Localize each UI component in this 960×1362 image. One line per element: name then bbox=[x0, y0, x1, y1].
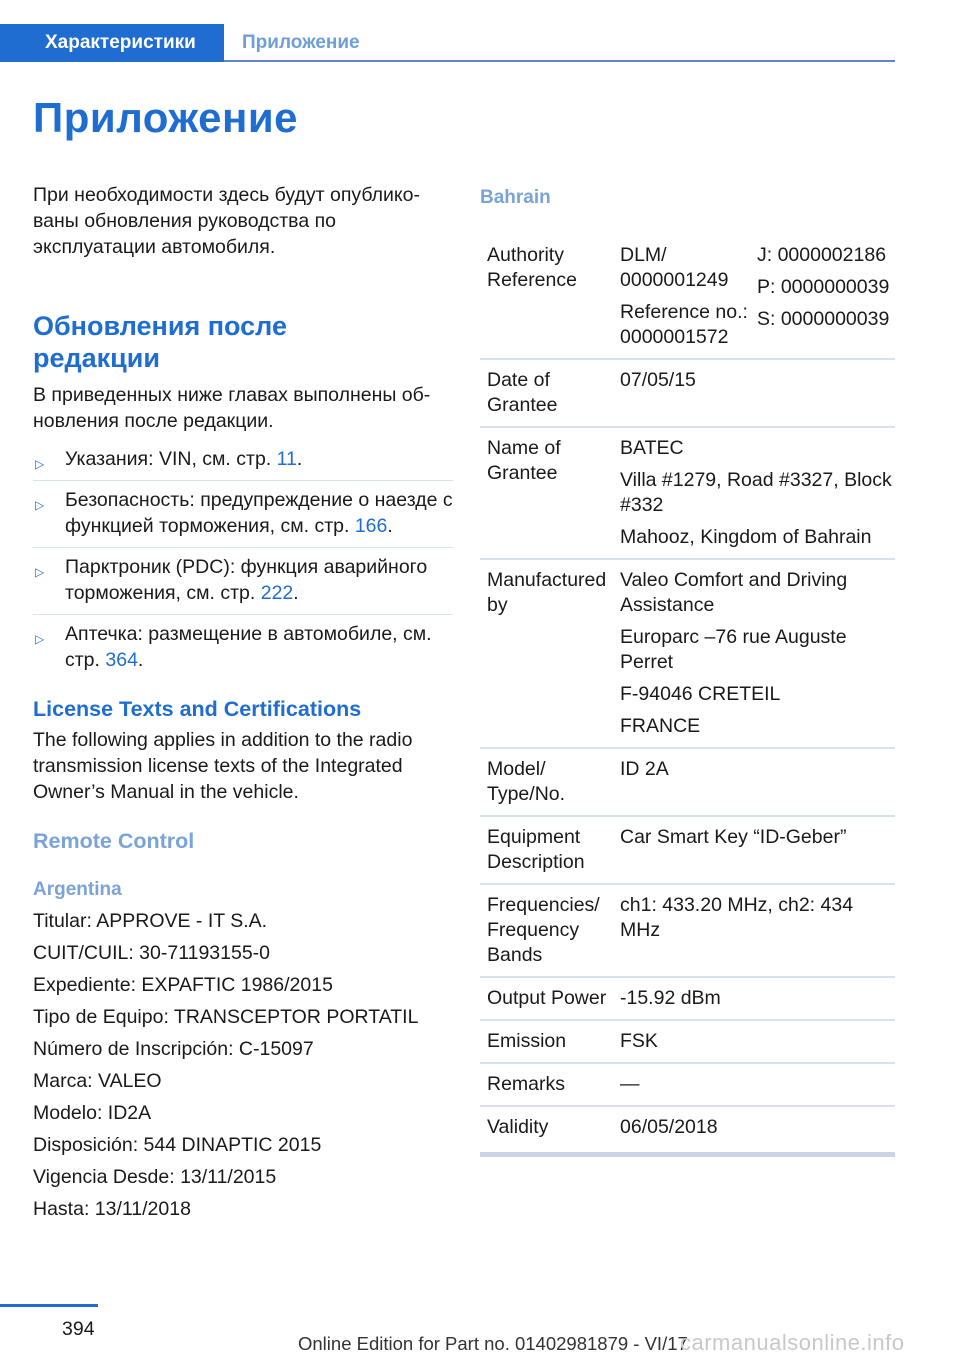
footer-rule bbox=[0, 1304, 98, 1307]
left-column bbox=[33, 182, 453, 1225]
text-line: Vigencia Desde: 13/11/2015 bbox=[33, 1166, 277, 1188]
row-value: ch1: 433.20 MHz, ch2: 434 MHz bbox=[620, 894, 854, 941]
page-link[interactable]: 222 bbox=[260, 582, 294, 604]
updates-text: В приведенных ниже главах выполнены об-новления после редакции. bbox=[33, 384, 431, 432]
table-bottom-rule bbox=[480, 1152, 895, 1157]
watermark: carmanualsonline.info bbox=[680, 1330, 905, 1355]
edition-text: Online Edition for Part no. 01402981879 - VI/17 bbox=[298, 1333, 688, 1354]
text-line: Titular: APPROVE - IT S.A. bbox=[33, 910, 268, 932]
tab-characteristics[interactable]: Характеристики bbox=[0, 24, 224, 62]
row-value: FSK bbox=[620, 1030, 658, 1052]
row-value: Valeo Comfort and Driving Assistance Europarc –76 rue Auguste Perret F‑94046 CRETEIL FRANCE bbox=[620, 569, 848, 737]
page-number: 394 bbox=[62, 1318, 95, 1340]
license-heading: License Texts and Certifications bbox=[33, 697, 362, 721]
list-item: ▷ Аптечка: размещение в автомобиле, см. стр. 364. bbox=[35, 623, 432, 671]
page-link[interactable]: 11 bbox=[276, 448, 297, 470]
page-link[interactable]: 166 bbox=[354, 515, 388, 537]
table-row bbox=[480, 1064, 895, 1107]
row-label: Authority Reference bbox=[487, 244, 577, 291]
text-line: Número de Inscripción: C‑15097 bbox=[33, 1038, 314, 1060]
table-row bbox=[480, 978, 895, 1021]
list-item: ▷ Парктроник (PDC): функция аварийного торможения, см. стр. 222. bbox=[33, 548, 453, 615]
row-label: Name of Grantee bbox=[487, 437, 561, 484]
row-value: BATEC Villa #1279, Road #3327, Block #332 Mahooz, Kingdom of Bahrain bbox=[620, 437, 892, 548]
row-value: 07/05/15 bbox=[620, 369, 696, 391]
text-line: Marca: VALEO bbox=[33, 1070, 162, 1092]
row-value: DLM/ 0000001249 Reference no.: 0000001572 bbox=[620, 244, 748, 348]
table-row bbox=[480, 749, 895, 817]
text-line: Expediente: EXPAFTIC 1986/2015 bbox=[33, 974, 333, 996]
triangle-bullet-icon: ▷ bbox=[35, 565, 45, 579]
table-row bbox=[480, 885, 895, 978]
page-title: Приложение bbox=[33, 94, 299, 141]
table-row bbox=[480, 560, 895, 749]
triangle-bullet-icon: ▷ bbox=[35, 457, 45, 471]
updates-list bbox=[33, 440, 453, 681]
table-row bbox=[480, 360, 895, 428]
bahrain-heading: Bahrain bbox=[480, 187, 551, 208]
row-value: ID 2A bbox=[620, 758, 669, 780]
row-value: Car Smart Key “ID-Geber” bbox=[620, 826, 847, 848]
bahrain-table bbox=[480, 235, 895, 1157]
row-label: Output Power bbox=[487, 987, 607, 1009]
updates-heading: Обновления после редакции bbox=[33, 311, 287, 373]
table-row bbox=[480, 1021, 895, 1064]
triangle-bullet-icon: ▷ bbox=[35, 632, 45, 646]
row-value: J: 0000002186 P: 0000000039 S: 0000000039 bbox=[757, 244, 890, 330]
license-text: The following applies in addition to the radio transmission license texts of the Integrated Owner’s Manual in the vehicle. bbox=[33, 729, 413, 803]
remote-control-heading: Remote Control bbox=[33, 829, 195, 853]
row-label: Date of Grantee bbox=[487, 369, 558, 416]
text-line: Hasta: 13/11/2018 bbox=[33, 1198, 191, 1220]
text-line: Modelo: ID2A bbox=[33, 1102, 152, 1124]
table-row bbox=[480, 817, 895, 885]
argentina-heading: Argentina bbox=[33, 879, 122, 900]
row-label: Frequencies/ Frequency Bands bbox=[487, 894, 600, 966]
page-link[interactable]: 364 bbox=[105, 649, 138, 671]
text-line: Tipo de Equipo: TRANSCEPTOR PORTATIL bbox=[33, 1006, 419, 1028]
argentina-lines bbox=[33, 905, 453, 1225]
list-item: ▷ Указания: VIN, см. стр. 11. bbox=[33, 440, 453, 481]
row-value: — bbox=[620, 1073, 640, 1095]
text-line: CUIT/CUIL: 30‑71193155‑0 bbox=[33, 942, 271, 964]
table-row bbox=[480, 428, 895, 560]
row-label: Equipment Description bbox=[487, 826, 585, 873]
right-column bbox=[480, 185, 895, 1157]
intro-text: При необходимости здесь будут опублико-ваны обновления руководства по эксплуатации автомобиля. bbox=[33, 184, 421, 258]
row-label: Emission bbox=[487, 1030, 567, 1052]
row-value: ‑15.92 dBm bbox=[620, 987, 721, 1009]
row-label: Model/ Type/No. bbox=[487, 758, 566, 805]
table-row bbox=[480, 1107, 895, 1148]
header-tabs bbox=[0, 24, 895, 62]
table-row bbox=[480, 235, 895, 360]
row-value: 06/05/2018 bbox=[620, 1116, 718, 1138]
tab-appendix[interactable]: Приложение bbox=[242, 32, 360, 53]
list-item: ▷ Безопасность: предупреждение о наезде с функцией торможения, см. стр. 166. bbox=[33, 481, 453, 548]
triangle-bullet-icon: ▷ bbox=[35, 498, 45, 512]
row-label: Validity bbox=[487, 1116, 549, 1138]
row-label: Remarks bbox=[487, 1073, 566, 1095]
text-line: Disposición: 544 DINAPTIC 2015 bbox=[33, 1134, 322, 1156]
row-label: Manufactured by bbox=[487, 569, 607, 616]
